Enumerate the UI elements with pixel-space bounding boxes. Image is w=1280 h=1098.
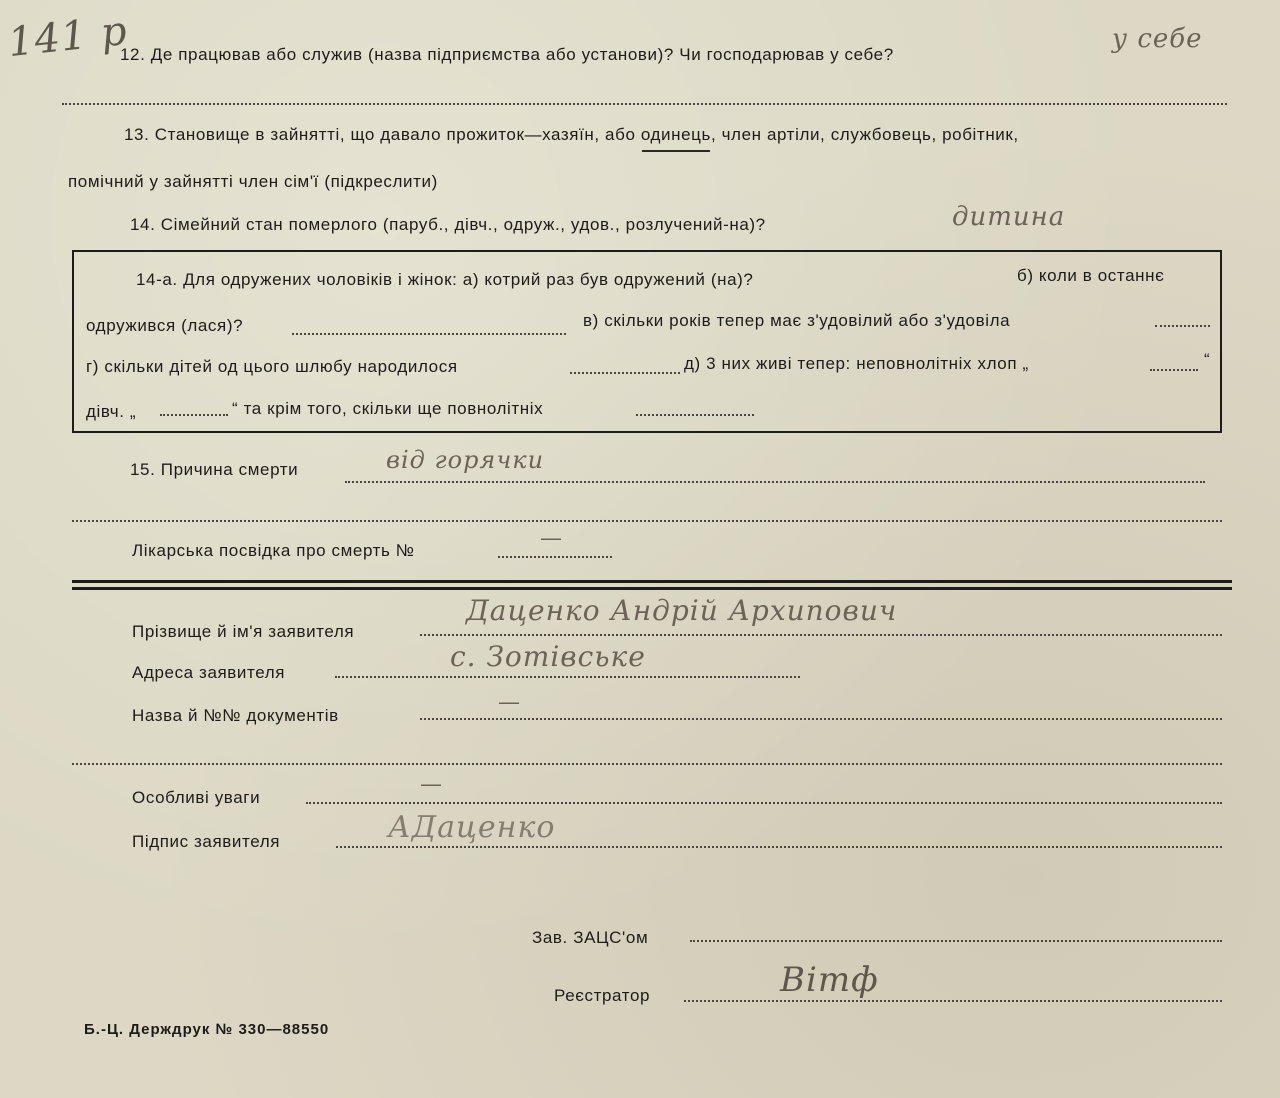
- q14a-line4b: “ та крім того, скільки ще повнолітніх: [232, 399, 544, 418]
- answer-line-15b: [72, 520, 1222, 522]
- section-divider-top: [72, 580, 1232, 583]
- applicant-address-label: Адреса заявителя: [132, 663, 286, 682]
- underline-hazyain: [642, 150, 710, 152]
- special-notes-line: [306, 802, 1222, 804]
- q14a-line2b: в) скільки років тепер має з'удовілий або з'удовіла: [583, 311, 1011, 330]
- question-12: 12. Де працював або служив (назва підприємства або установи)? Чи господарював у себе?: [120, 45, 894, 64]
- registrar-line: [684, 1000, 1222, 1002]
- applicant-documents-value: —: [498, 690, 521, 715]
- applicant-name-value: Даценко Андрій Архипович: [466, 594, 898, 627]
- zags-head-label: Зав. ЗАЦС'ом: [532, 928, 649, 947]
- q14a-line1b: б) коли в останнє: [1017, 266, 1165, 285]
- answer-line-15: [345, 481, 1205, 483]
- question-13-line1: 13. Становище в зайнятті, що давало прожиток—хазяїн, або одинець, член артіли, службовець, робітник,: [124, 125, 1019, 144]
- medical-certificate-label: Лікарська посвідка про смерть №: [132, 541, 415, 560]
- special-notes-value: —: [420, 772, 443, 797]
- print-imprint: Б.-Ц. Держдрук № 330—88550: [84, 1021, 330, 1038]
- q14a-line3b: д) 3 них живі тепер: неповнолітніх хлоп „: [684, 354, 1029, 373]
- q14a-line3-dots: [570, 372, 680, 374]
- applicant-signature: АДаценко: [388, 810, 556, 845]
- q14a-line4a: дівч. „: [86, 402, 137, 421]
- q14a-line3a: г) скільки дітей од цього шлюбу народилося: [86, 357, 458, 376]
- q14a-line4-dots1: [160, 414, 228, 416]
- answer-12: у себе: [1112, 24, 1203, 54]
- registrar-signature: Вітф: [780, 960, 879, 1000]
- q14a-line2a: одружився (лася)?: [86, 316, 244, 335]
- section-divider-bottom: [72, 587, 1232, 590]
- q14a-line3-end-dots: [1150, 369, 1198, 371]
- special-notes-label: Особливі уваги: [132, 788, 261, 807]
- medical-certificate-line: [498, 556, 612, 558]
- answer-15: від горячки: [386, 446, 545, 474]
- applicant-documents-line2: [72, 763, 1222, 765]
- q14a-line4-dots2: [636, 414, 754, 416]
- applicant-documents-line: [420, 718, 1222, 720]
- registrar-label: Реєстратор: [554, 986, 651, 1005]
- applicant-signature-line: [336, 846, 1222, 848]
- answer-14: дитина: [952, 202, 1066, 232]
- question-13-line2: помічний у зайнятті член сім'ї (підкреслити): [68, 172, 438, 191]
- q14a-line3c: “: [1204, 350, 1211, 369]
- answer-line-12: [62, 103, 1227, 105]
- applicant-address-line: [335, 676, 800, 678]
- q14a-line1a: 14-а. Для одружених чоловіків і жінок: а) котрий раз був одружений (на)?: [136, 270, 754, 289]
- applicant-name-line: [420, 634, 1222, 636]
- applicant-name-label: Прізвище й ім'я заявителя: [132, 622, 355, 641]
- medical-certificate-value: —: [540, 526, 563, 551]
- applicant-address-value: с. Зотівське: [450, 640, 646, 673]
- q14a-line2-end-dots: [1155, 325, 1210, 327]
- question-15: 15. Причина смерти: [130, 460, 299, 479]
- margin-note: 141 р: [5, 7, 130, 67]
- applicant-signature-label: Підпис заявителя: [132, 832, 281, 851]
- q14a-line2-dots: [292, 333, 566, 335]
- question-14: 14. Сімейний стан померлого (паруб., дівч., одруж., удов., розлучений-на)?: [130, 215, 766, 234]
- applicant-documents-label: Назва й №№ документів: [132, 706, 339, 725]
- zags-head-line: [690, 940, 1222, 942]
